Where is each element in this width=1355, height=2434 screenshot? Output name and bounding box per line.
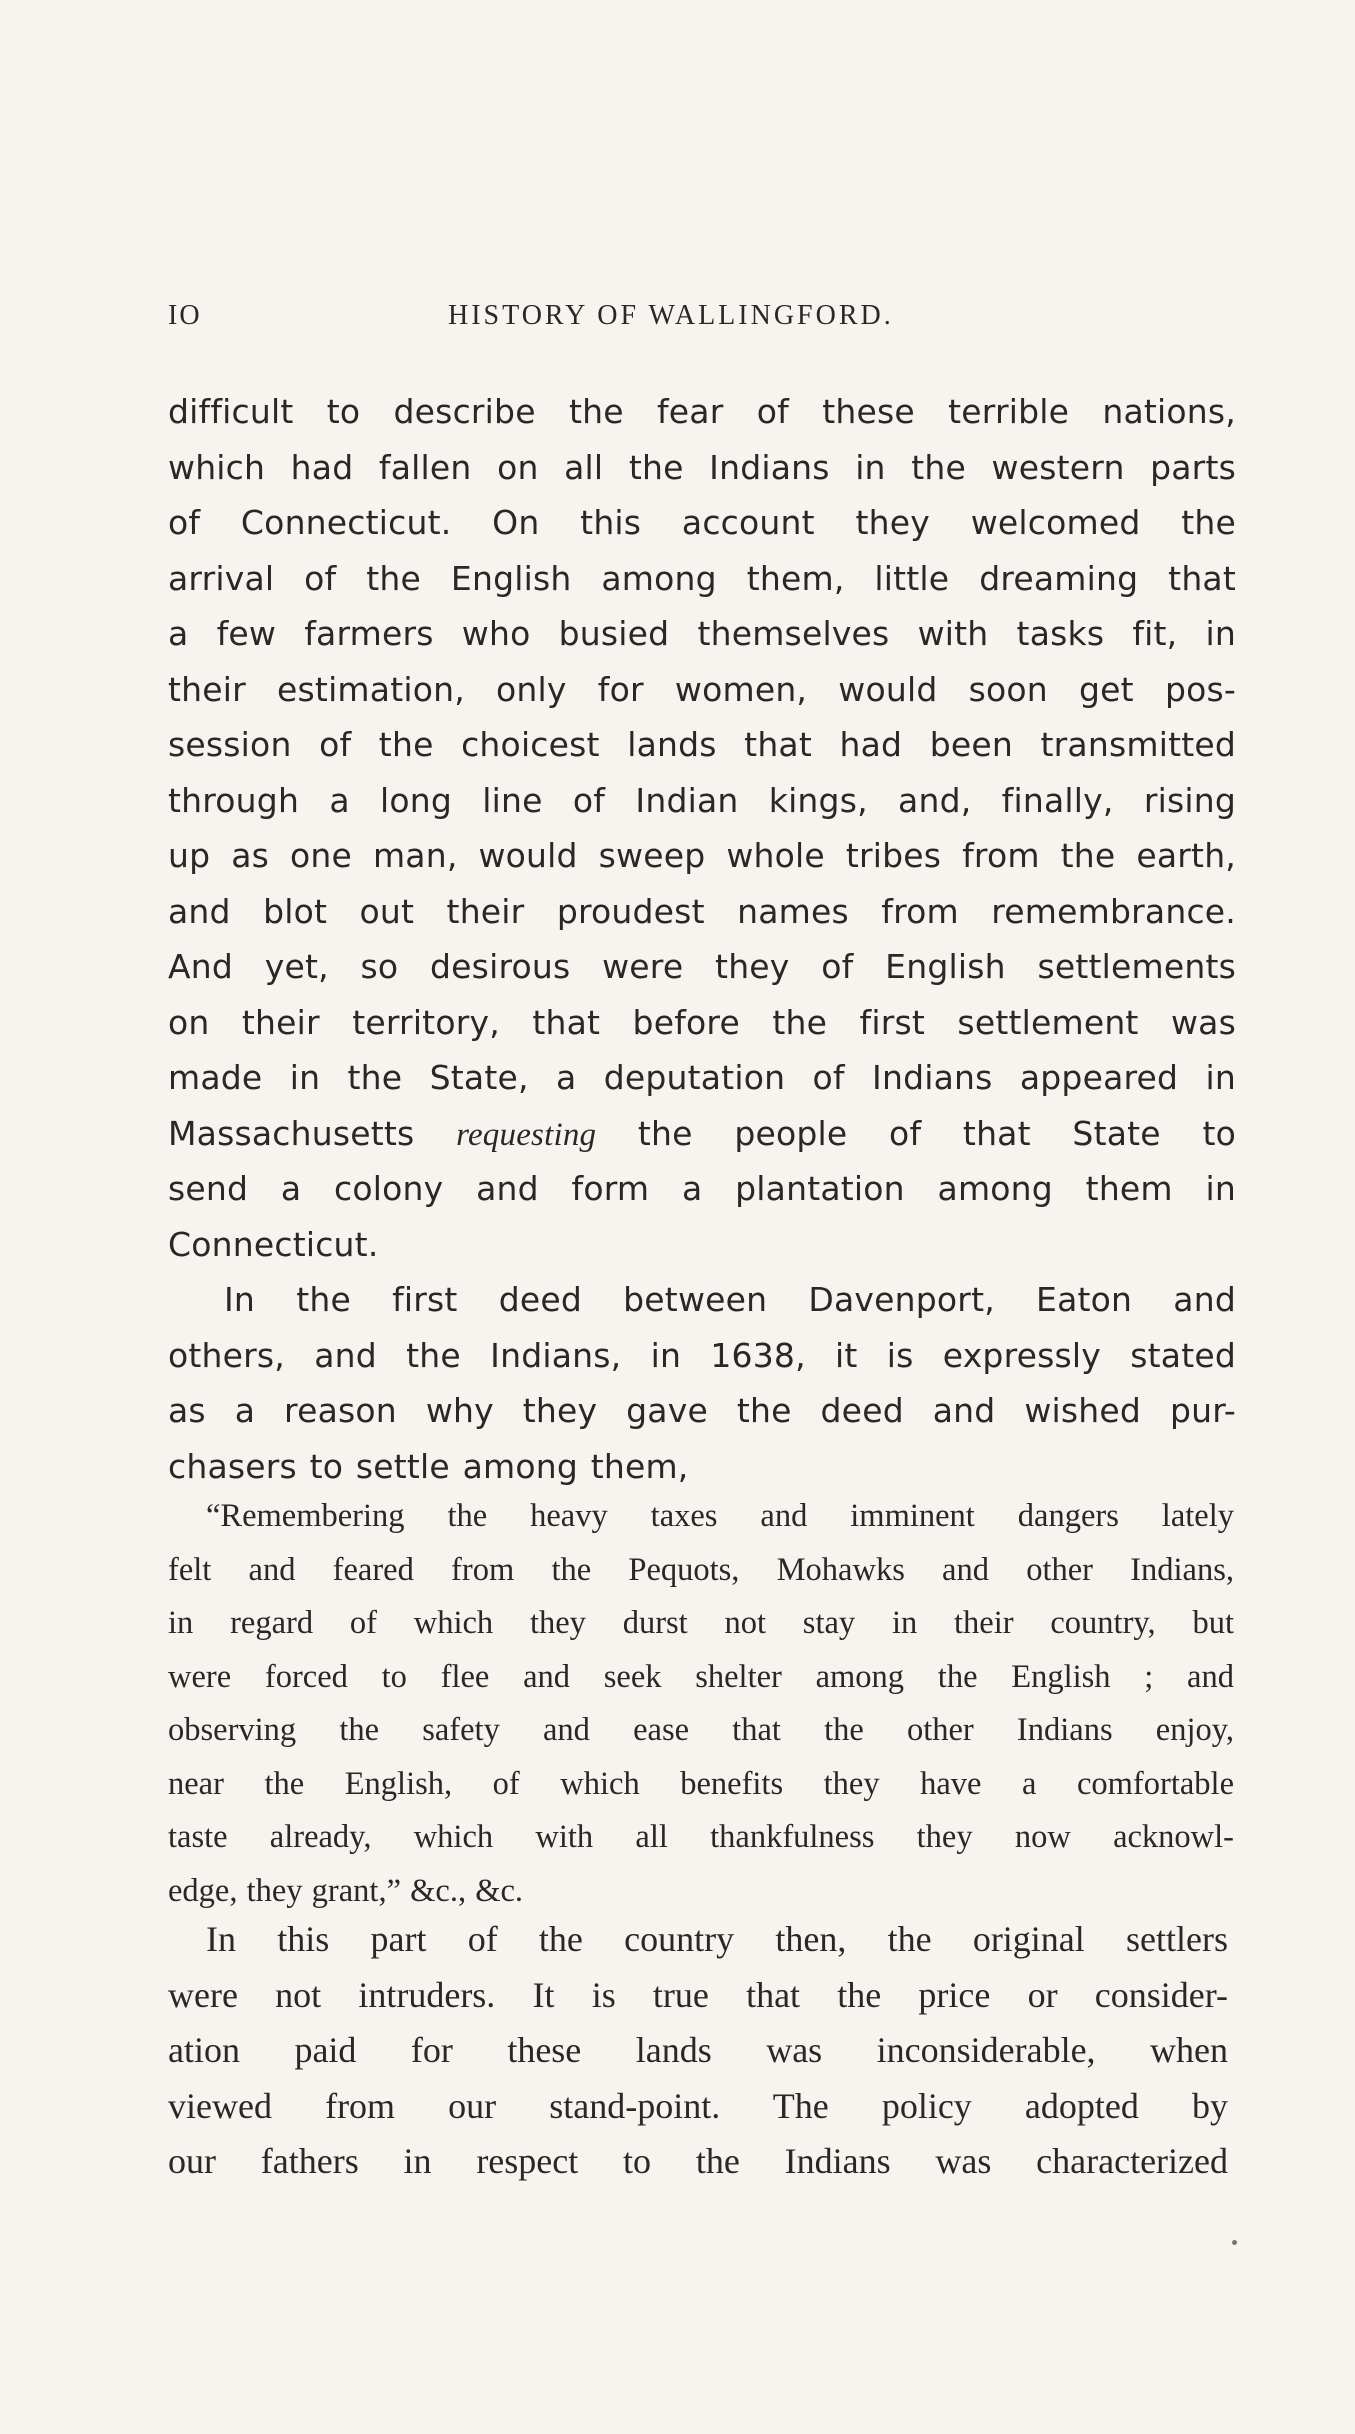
text-fragment: Massachusetts	[168, 1113, 415, 1153]
text-line: difficult to describe the fear of these terrible nations,	[168, 392, 1236, 431]
closing-paragraph	[168, 1912, 1228, 2190]
text-line: In this part of the country then, the original settlers	[206, 1919, 1228, 1959]
text-line: In the first deed between Davenport, Eaton and	[224, 1280, 1236, 1319]
quote-line: taste already, which with all thankfulness they now acknowl-	[168, 1819, 1234, 1855]
quote-line: “Remembering the heavy taxes and imminent dangers lately	[206, 1498, 1234, 1534]
body-text	[168, 384, 1236, 1494]
running-title: HISTORY OF WALLINGFORD.	[448, 300, 894, 331]
page-number: IO	[168, 300, 202, 331]
text-line: viewed from our stand-point. The policy adopted by	[168, 2085, 1228, 2126]
quote-line: were forced to flee and seek shelter among the English ; and	[168, 1658, 1234, 1695]
text-line: were not intruders. It is true that the price or consider-	[168, 1974, 1228, 2015]
text-line	[168, 1106, 1236, 1162]
quote-line: observing the safety and ease that the other Indians enjoy,	[168, 1712, 1234, 1748]
text-line: And yet, so desirous were they of English settlements	[168, 947, 1236, 986]
quote-line: felt and feared from the Pequots, Mohawks and other Indians,	[168, 1551, 1234, 1588]
running-head	[168, 300, 1228, 340]
text-line: made in the State, a deputation of Indians appeared in	[168, 1058, 1236, 1097]
text-line: chasers to settle among them,	[168, 1446, 689, 1486]
text-line: up as one man, would sweep whole tribes from the earth,	[168, 836, 1236, 875]
text-line: arrival of the English among them, little dreaming that	[168, 558, 1236, 598]
text-line: which had fallen on all the Indians in the western parts	[168, 447, 1236, 487]
block-quotation	[168, 1490, 1234, 1918]
text-line: ation paid for these lands was inconsiderable, when	[168, 2030, 1228, 2070]
quote-line: in regard of which they durst not stay in their country, but	[168, 1605, 1234, 1641]
text-line: others, and the Indians, in 1638, it is expressly stated	[168, 1335, 1236, 1375]
quote-line: edge, they grant,” &c., &c.	[168, 1872, 524, 1909]
text-line: of Connecticut. On this account they welcomed the	[168, 503, 1236, 542]
text-line: session of the choicest lands that had been transmitted	[168, 725, 1236, 764]
text-line: on their territory, that before the first settlement was	[168, 1002, 1236, 1042]
quote-line: near the English, of which benefits they have a comfortable	[168, 1765, 1234, 1802]
text-line: Connecticut.	[168, 1224, 379, 1264]
text-line: and blot out their proudest names from remembrance.	[168, 891, 1236, 931]
ink-speck	[1232, 2240, 1237, 2245]
text-line: their estimation, only for women, would soon get pos-	[168, 669, 1236, 709]
text-fragment: the people of that State to	[637, 1113, 1236, 1153]
text-line: through a long line of Indian kings, and, finally, rising	[168, 780, 1236, 820]
text-line: our fathers in respect to the Indians was characterized	[168, 2141, 1228, 2181]
text-line: send a colony and form a plantation among them in	[168, 1169, 1236, 1208]
emphasized-word: requesting	[456, 1116, 597, 1153]
text-line: as a reason why they gave the deed and wished pur-	[168, 1391, 1236, 1430]
text-line: a few farmers who busied themselves with tasks fit, in	[168, 614, 1236, 653]
